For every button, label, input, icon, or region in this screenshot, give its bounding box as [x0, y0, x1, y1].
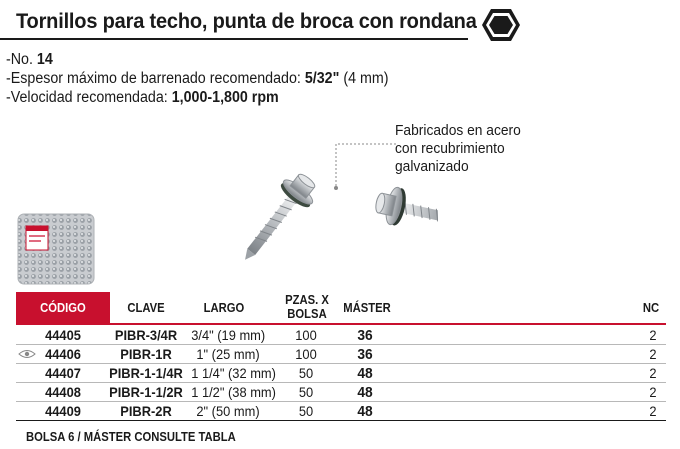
row-pzas: 50 [298, 403, 314, 419]
row-pzas: 50 [298, 384, 314, 400]
row-code: 44405 [45, 327, 81, 343]
header-master: MÁSTER [343, 301, 391, 315]
row-clave: PIBR-1R [120, 346, 172, 362]
specifications [6, 50, 422, 107]
material-note-line-2: con recubrimiento [395, 140, 505, 157]
table-row [16, 326, 666, 344]
table-row [16, 364, 666, 382]
row-nc: 2 [649, 384, 657, 400]
row-code: 44407 [45, 365, 81, 381]
table-row [16, 345, 666, 363]
row-largo: 1 1/4" (32 mm) [191, 365, 276, 381]
header-pzas-line-1: PZAS. X [285, 293, 329, 307]
row-master: 48 [357, 403, 373, 420]
page-title: Tornillos para techo, punta de broca con rondana [16, 9, 477, 33]
row-largo: 2" (50 mm) [196, 403, 260, 419]
spec-thickness [6, 69, 388, 88]
table-row [16, 402, 666, 420]
spec-number [6, 50, 388, 69]
title-bar [0, 0, 680, 44]
row-clave: PIBR-1-1/4R [109, 365, 183, 381]
header-rule [16, 323, 666, 325]
row-pzas: 50 [298, 365, 314, 381]
spec-speed-value: 1,000-1,800 rpm [171, 89, 279, 106]
title-underline [0, 38, 468, 40]
spec-thickness-label: -Espesor máximo de barrenado recomendado: [6, 70, 301, 87]
row-largo: 1" (25 mm) [196, 346, 260, 362]
screws-photo [238, 152, 438, 264]
row-largo: 1 1/2" (38 mm) [191, 384, 276, 400]
row-master: 48 [357, 384, 373, 401]
row-largo: 3/4" (19 mm) [191, 327, 266, 343]
table-row [16, 383, 666, 401]
row-clave: PIBR-1-1/2R [109, 384, 183, 400]
spec-number-label: -No. [6, 51, 33, 68]
header-largo: LARGO [203, 301, 245, 315]
row-nc: 2 [649, 327, 657, 343]
spec-thickness-value: 5/32" [304, 70, 340, 87]
footnote: BOLSA 6 / MÁSTER CONSULTE TABLA [26, 430, 236, 444]
material-note-line-3: galvanizado [395, 158, 469, 175]
row-pzas: 100 [295, 327, 317, 343]
table-bottom-rule [16, 420, 666, 421]
row-code: 44408 [45, 384, 81, 400]
row-code: 44406 [45, 346, 81, 362]
row-master: 48 [357, 365, 373, 382]
row-code: 44409 [45, 403, 81, 419]
table-header [16, 292, 666, 326]
header-pzas-line-2: BOLSA [287, 307, 327, 321]
row-pzas: 100 [295, 346, 317, 362]
row-clave: PIBR-3/4R [114, 327, 178, 343]
row-nc: 2 [649, 346, 657, 362]
row-nc: 2 [649, 403, 657, 419]
hex-head-icon [481, 6, 521, 44]
spec-speed-label: -Velocidad recomendada: [6, 89, 168, 106]
row-master: 36 [357, 346, 373, 363]
spec-thickness-metric: (4 mm) [343, 70, 389, 87]
spec-speed [6, 88, 388, 107]
header-code: CÓDIGO [40, 301, 86, 315]
header-nc: NC [642, 301, 660, 315]
row-master: 36 [357, 327, 373, 344]
row-clave: PIBR-2R [120, 403, 172, 419]
spec-number-value: 14 [36, 51, 53, 68]
bag-photo [16, 210, 98, 286]
row-nc: 2 [649, 365, 657, 381]
material-note-line-1: Fabricados en acero [395, 122, 521, 139]
header-clave: CLAVE [127, 301, 165, 315]
